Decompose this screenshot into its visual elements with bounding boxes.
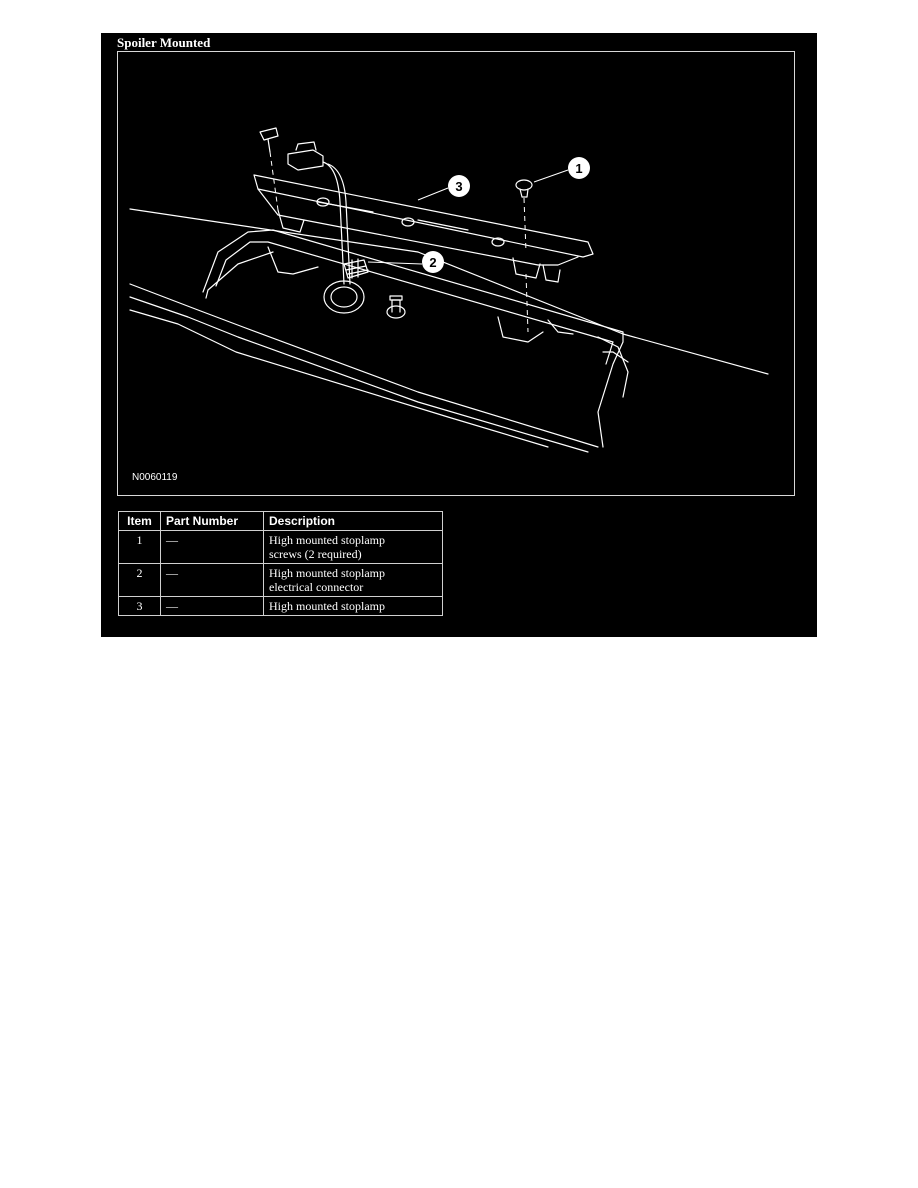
callout-3-label: 3 — [455, 179, 463, 194]
cell-part-number: — — [161, 531, 264, 564]
cell-description — [264, 564, 443, 597]
callout-2-label: 2 — [429, 255, 437, 270]
figure-id: N0060119 — [132, 472, 178, 483]
description-line: electrical connector — [269, 580, 364, 594]
cell-description — [264, 597, 443, 616]
callout-1-label: 1 — [575, 161, 583, 176]
parts-table — [118, 511, 443, 616]
description-line: High mounted stoplamp — [269, 533, 385, 547]
description-line: High mounted stoplamp — [269, 566, 385, 580]
document-panel — [101, 33, 817, 637]
table-header-row — [119, 512, 443, 531]
section-title: Spoiler Mounted — [117, 35, 211, 50]
callout-3 — [448, 175, 470, 197]
cell-item: 1 — [119, 531, 161, 564]
table-row — [119, 597, 443, 616]
cell-part-number: — — [161, 597, 264, 616]
header-part-number: Part Number — [161, 512, 264, 531]
cell-part-number: — — [161, 564, 264, 597]
table-row — [119, 531, 443, 564]
header-item: Item — [119, 512, 161, 531]
description-line: screws (2 required) — [269, 547, 362, 561]
table-row — [119, 564, 443, 597]
stoplamp-illustration — [118, 52, 795, 496]
callout-2 — [422, 251, 444, 273]
cell-item: 3 — [119, 597, 161, 616]
header-description: Description — [264, 512, 443, 531]
cell-item: 2 — [119, 564, 161, 597]
figure-frame — [117, 51, 795, 496]
callout-1 — [568, 157, 590, 179]
cell-description — [264, 531, 443, 564]
description-line: High mounted stoplamp — [269, 599, 385, 613]
